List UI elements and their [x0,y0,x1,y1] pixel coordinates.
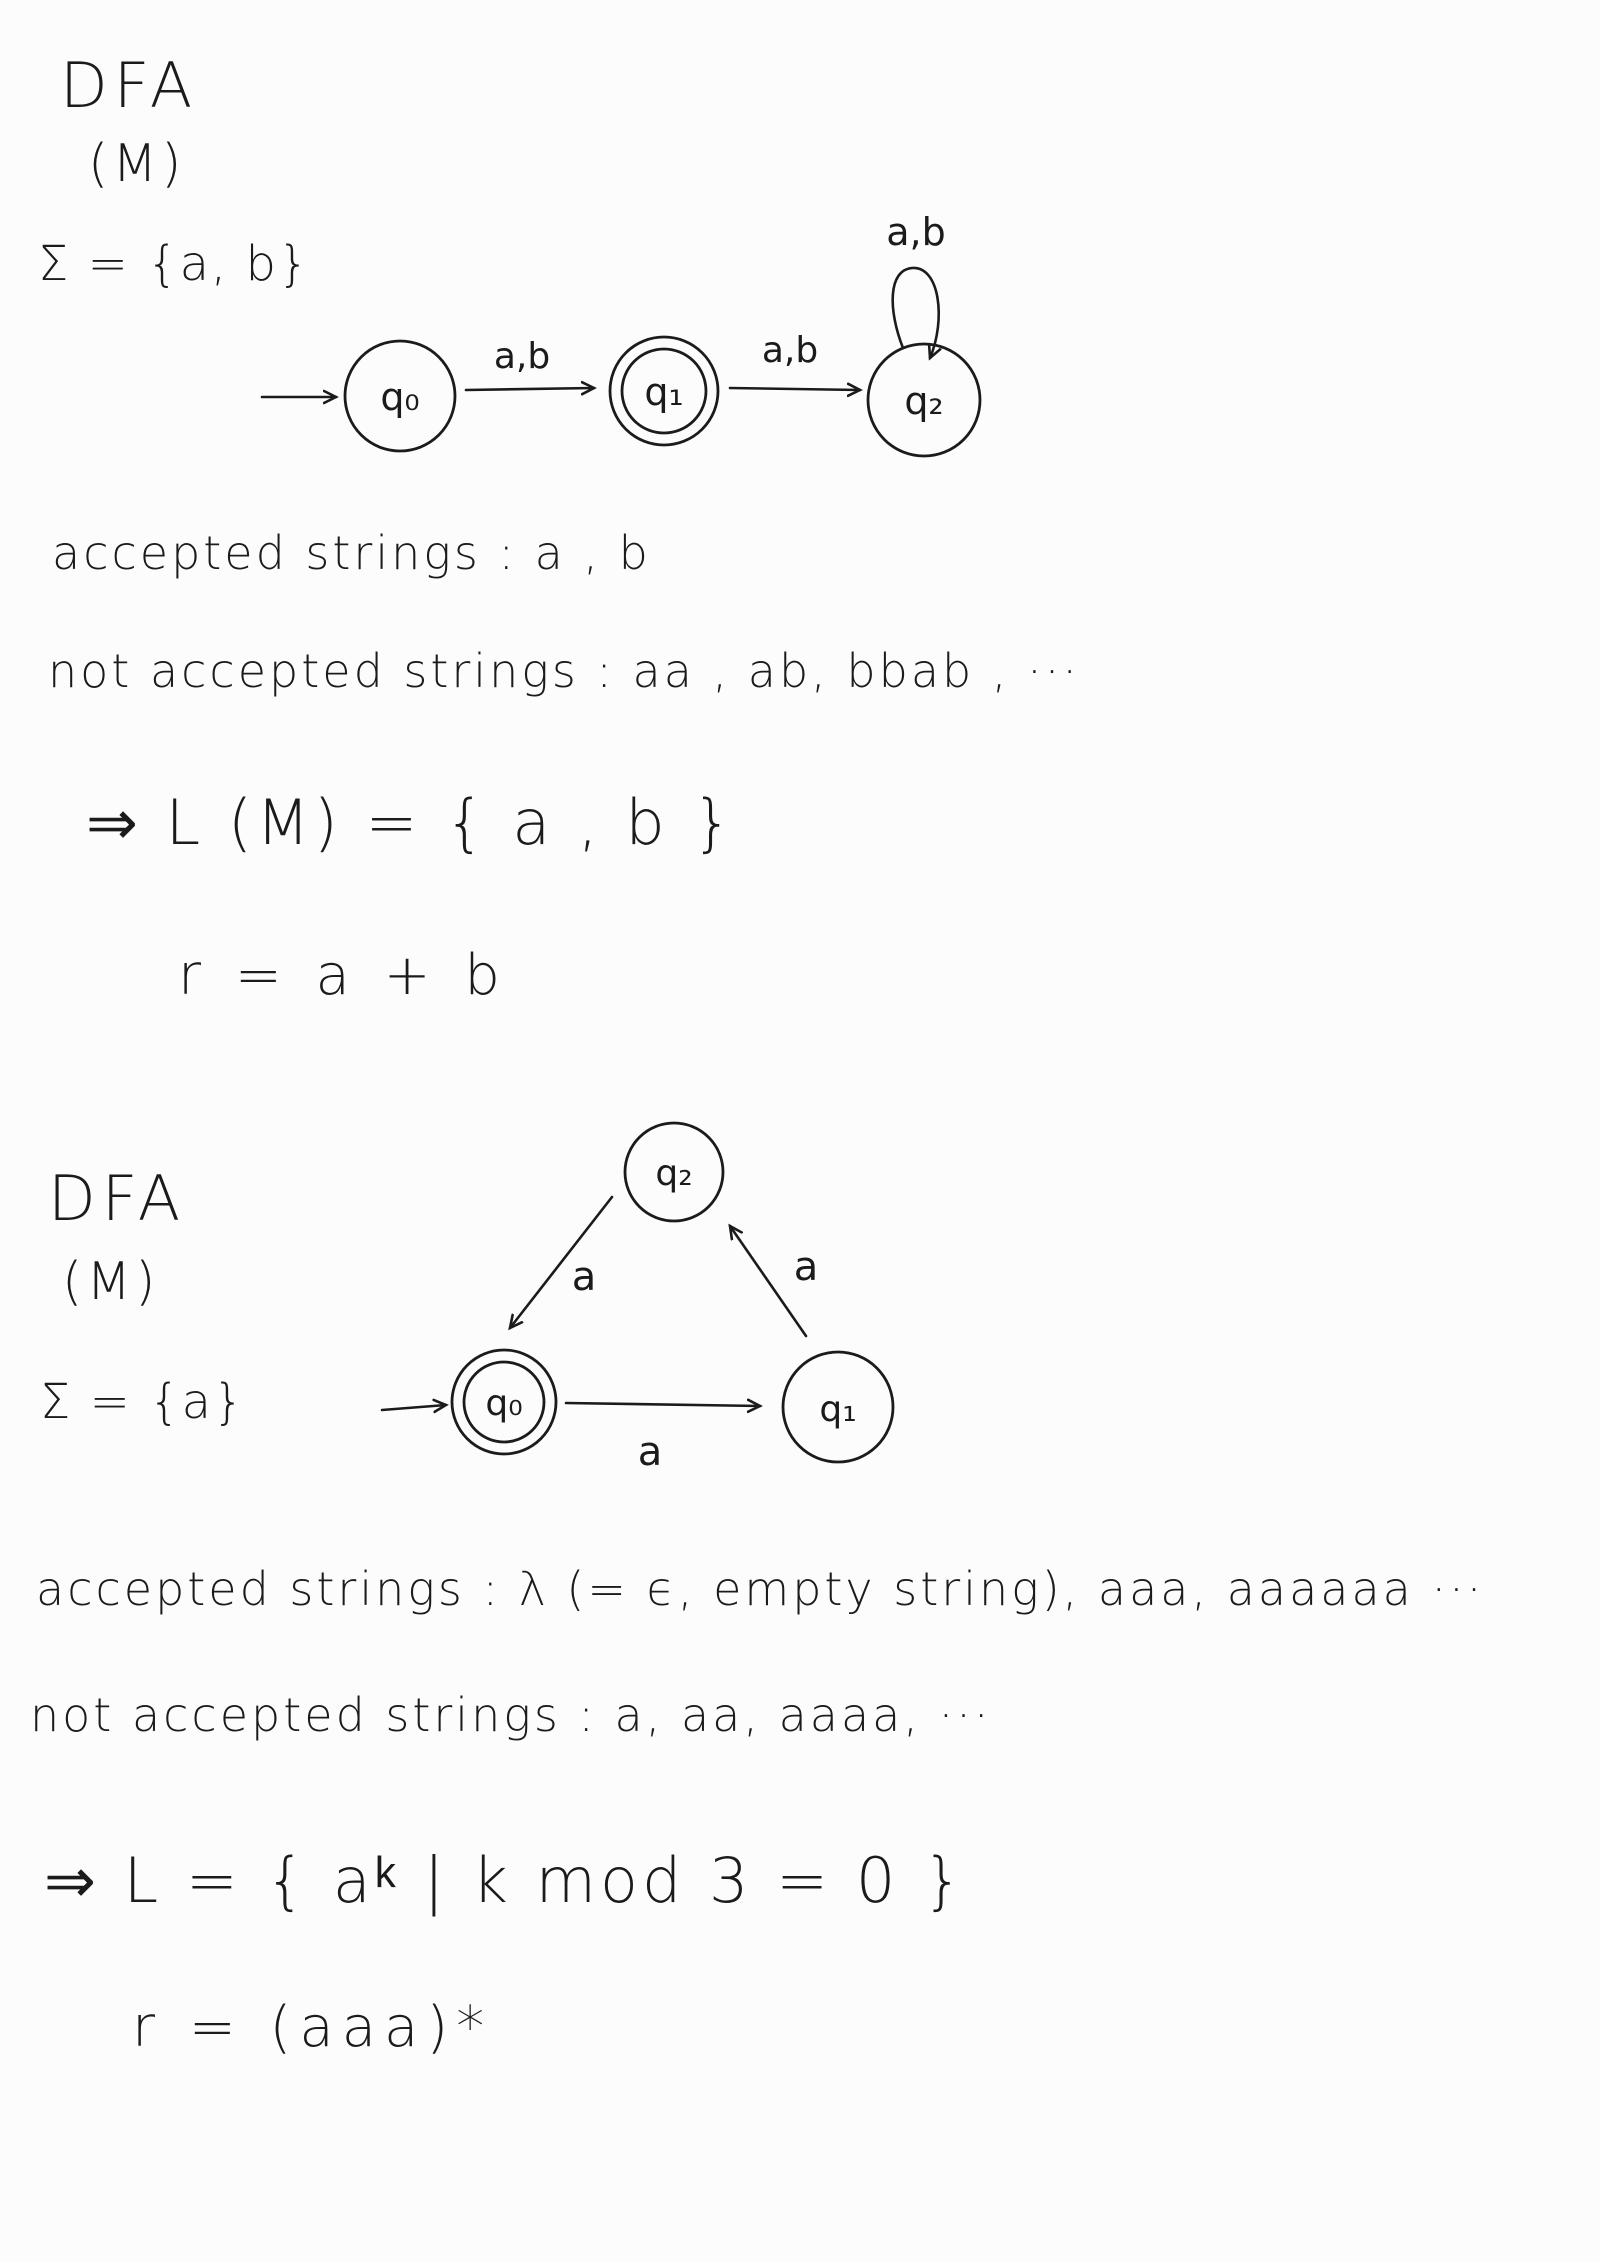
dfa1-state-q2 [868,344,980,456]
dfa1-language: ⇒ L (M) = { a , b } [86,786,736,859]
dfa2-start-arrow [382,1405,446,1410]
dfa2-state-q0-label: q₀ [485,1383,523,1424]
dfa1-machine-name: (M) [88,134,186,194]
dfa2-edge-q2-q0-label: a [571,1254,597,1300]
dfa2-edge-q2-q0 [510,1197,612,1328]
dfa1-accepted-strings: accepted strings : a , b [52,526,651,580]
dfa2-machine-name: (M) [62,1252,160,1312]
dfa2-language: ⇒ L = { aᵏ | k mod 3 = 0 } [44,1844,967,1917]
dfa2-state-q2-label: q₂ [655,1153,693,1194]
dfa1-title: DFA [60,49,199,122]
dfa1-edge-q1-q2 [730,388,860,390]
dfa1-edge-q1-q2-label: a,b [761,330,819,371]
dfa2-alphabet: Σ = {a} [40,1374,246,1430]
dfa2-state-q2 [625,1123,723,1221]
dfa1-edge-q0-q1 [466,388,594,390]
dfa1-loop-q2-label: a,b [886,210,946,254]
dfa1-alphabet: Σ = {a, b} [38,236,311,292]
dfa2-state-q1 [783,1352,893,1462]
dfa2-edge-q1-q2-label: a [793,1244,819,1290]
dfa1-state-q1-label: q₁ [644,370,684,414]
dfa1-regex: r = a + b [178,943,508,1008]
dfa2-state-q0 [452,1350,556,1454]
dfa2-edge-q0-q1-label: a [637,1429,663,1475]
dfa1-not-accepted-strings: not accepted strings : aa , ab, bbab , ··· [48,644,1080,698]
dfa1-state-q2-label: q₂ [904,379,944,423]
dfa1-state-q1 [610,337,718,445]
dfa2-regex: r = (aaa)* [132,1995,493,2060]
dfa1-edge-q0-q1-label: a,b [493,336,551,377]
dfa2-state-q1-label: q₁ [819,1389,857,1430]
dfa1-state-q0-label: q₀ [380,375,420,419]
dfa1-state-q0 [345,341,455,451]
dfa2-not-accepted-strings: not accepted strings : a, aa, aaaa, ··· [30,1688,992,1742]
dfa2-edge-q0-q1 [566,1403,760,1406]
dfa2-title: DFA [48,1162,187,1235]
dfa2-accepted-strings: accepted strings : λ (= ϵ, empty string), aaa, aaaaaa ··· [36,1562,1485,1616]
